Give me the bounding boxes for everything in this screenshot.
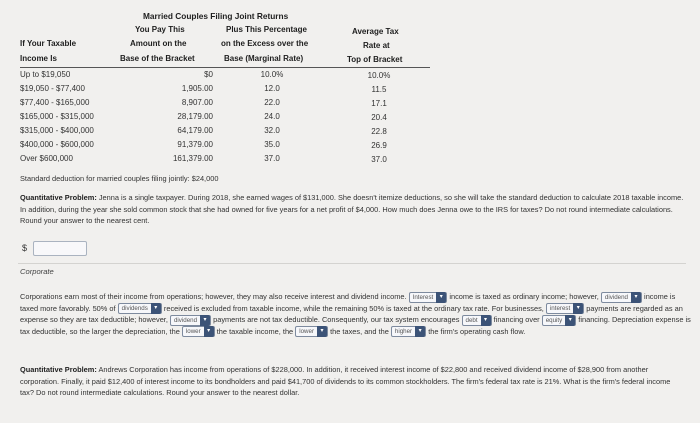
section-divider <box>18 263 686 264</box>
problem2-text: Andrews Corporation has income from operations of $228,000. In addition, it received interest income of $22,800 and received dividend income of $28,900 from another corporation. Finally, it paid $12,400 of interest income to its bondholders and paid $41,700 of dividends to its common stockholders. The firm's federal tax rate is 21%. What is the firm's federal income tax? Do not round intermediate calculations. Round your answer to the nearest dollar. <box>20 365 671 398</box>
row-marginal: 37.0 <box>264 154 280 163</box>
header-base-line3: Base of the Bracket <box>120 54 195 63</box>
row-base: 28,179.00 <box>177 112 213 121</box>
dropdown-value: debt <box>465 316 478 324</box>
row-average: 22.8 <box>371 127 387 136</box>
table-title: Married Couples Filing Joint Returns <box>143 11 289 21</box>
row-marginal: 35.0 <box>264 140 280 149</box>
row-marginal: 12.0 <box>264 84 280 93</box>
deductible-payment-dropdown[interactable] <box>546 303 584 314</box>
header-taxable-line1: If Your Taxable <box>20 39 77 48</box>
chevron-down-icon: ▾ <box>481 315 491 326</box>
dropdown-value: interest <box>549 305 571 313</box>
row-average: 10.0% <box>367 71 391 80</box>
corporate-paragraph <box>20 291 692 337</box>
corporate-sentence: financing over <box>493 315 540 325</box>
corporate-sentence: the taxable income, the <box>216 326 294 336</box>
header-average-line3: Top of Bracket <box>347 55 403 64</box>
chevron-down-icon: ▾ <box>151 303 161 314</box>
cash-flow-direction-dropdown[interactable] <box>391 326 426 337</box>
problem1-answer-row <box>22 241 87 256</box>
row-base: $0 <box>204 70 213 79</box>
chevron-down-icon: ▾ <box>317 326 327 337</box>
dropdown-value: higher <box>394 328 413 336</box>
row-average: 20.4 <box>371 113 387 122</box>
row-income: $19,050 - $77,400 <box>20 84 85 93</box>
chevron-down-icon: ▾ <box>436 292 446 303</box>
header-marginal-line1: Plus This Percentage <box>226 25 307 34</box>
favorable-income-dropdown[interactable] <box>601 292 642 303</box>
dropdown-value: equity <box>545 316 563 324</box>
corporate-sentence: Corporations earn most of their income from operations; however, they may also receive interest and dividend income. <box>20 292 407 301</box>
chevron-down-icon: ▾ <box>565 315 575 326</box>
encouraged-financing-dropdown[interactable] <box>462 315 492 326</box>
row-base: 91,379.00 <box>177 140 213 149</box>
excluded-income-dropdown[interactable] <box>118 303 162 314</box>
row-average: 17.1 <box>371 99 387 108</box>
header-base-line2: Amount on the <box>130 39 187 48</box>
problem2-block <box>20 364 686 399</box>
chevron-down-icon: ▾ <box>631 292 641 303</box>
chevron-down-icon: ▾ <box>415 326 425 337</box>
row-average: 37.0 <box>371 155 387 164</box>
chevron-down-icon: ▾ <box>573 303 583 314</box>
currency-symbol: $ <box>22 242 28 253</box>
row-income: $165,000 - $315,000 <box>20 112 94 121</box>
dropdown-value: dividends <box>121 305 148 313</box>
row-marginal: 22.0 <box>264 98 280 107</box>
row-average: 11.5 <box>371 85 387 94</box>
header-average-line1: Average Tax <box>352 27 399 36</box>
corporate-sentence: the firm's operating cash flow. <box>428 326 526 336</box>
corporate-sentence: payments are not tax deductible. Consequently, our tax system encourages <box>213 315 460 325</box>
dropdown-value: Interest <box>412 293 434 301</box>
row-base: 8,907.00 <box>181 98 213 107</box>
row-base: 64,179.00 <box>177 126 213 135</box>
interest-type-dropdown[interactable] <box>409 292 448 303</box>
corporate-sentence: received is excluded from taxable income, while the remaining 50% is taxed at the ordinary tax rate. For businesses, <box>163 303 544 313</box>
problem1-label: Quantitative Problem: <box>20 193 97 202</box>
row-base: 1,905.00 <box>181 84 213 93</box>
problem2-label: Quantitative Problem: <box>20 365 97 374</box>
header-average-line2: Rate at <box>363 41 390 50</box>
corporate-sentence: payments are regarded as an expense so they are tax deductible; however, <box>20 303 683 325</box>
corporate-sentence: financing. Depreciation expense is tax deductible, so the larger the depreciation, the <box>20 315 691 336</box>
table-header-rule <box>20 67 430 68</box>
corporate-sentence: income is taxed as ordinary income; however, <box>449 292 599 301</box>
corporate-sentence: the taxes, and the <box>330 326 389 336</box>
row-marginal: 32.0 <box>264 126 280 135</box>
nondeductible-payment-dropdown[interactable] <box>170 315 211 326</box>
dropdown-value: lower <box>185 328 201 336</box>
taxable-income-direction-dropdown[interactable] <box>182 326 215 337</box>
row-income: Over $600,000 <box>20 154 73 163</box>
header-base-line1: You Pay This <box>135 25 185 34</box>
dropdown-value: dividend <box>604 293 628 301</box>
problem1-block <box>20 192 686 227</box>
row-marginal: 10.0% <box>260 70 284 79</box>
alternative-financing-dropdown[interactable] <box>542 315 577 326</box>
header-marginal-line2: on the Excess over the <box>221 39 309 48</box>
dropdown-value: lower <box>299 328 315 336</box>
chevron-down-icon: ▾ <box>204 326 214 337</box>
row-income: $400,000 - $600,000 <box>20 140 94 149</box>
row-marginal: 24.0 <box>264 112 280 121</box>
row-average: 26.9 <box>371 141 387 150</box>
row-income: $315,000 - $400,000 <box>20 126 94 135</box>
row-income: $77,400 - $165,000 <box>20 98 90 107</box>
taxes-direction-dropdown[interactable] <box>295 326 328 337</box>
chevron-down-icon: ▾ <box>200 315 210 326</box>
header-taxable-line2: Income Is <box>20 54 57 63</box>
corporate-heading: Corporate <box>20 267 54 276</box>
problem1-answer-input[interactable] <box>33 241 87 256</box>
dropdown-value: dividend <box>173 316 198 324</box>
problem1-text: Jenna is a single taxpayer. During 2018, she earned wages of $131,000. She doesn't itemize deductions, so she will take the standard deduction to calculate 2018 taxable income. In addition, during the year she sold common stock that she had owned for five years for a net profit of $4,000. How much does Jenna owe to the IRS for taxes? Do not round intermediate calculations. Round your answer to the nearest cent. <box>20 193 684 226</box>
standard-deduction-note: Standard deduction for married couples filing jointly: $24,000 <box>20 174 219 183</box>
row-base: 161,379.00 <box>172 154 213 163</box>
row-income: Up to $19,050 <box>20 70 71 79</box>
corporate-sentence: income is taxed more favorably. 50% of <box>20 292 676 313</box>
header-marginal-line3: Base (Marginal Rate) <box>224 54 304 63</box>
